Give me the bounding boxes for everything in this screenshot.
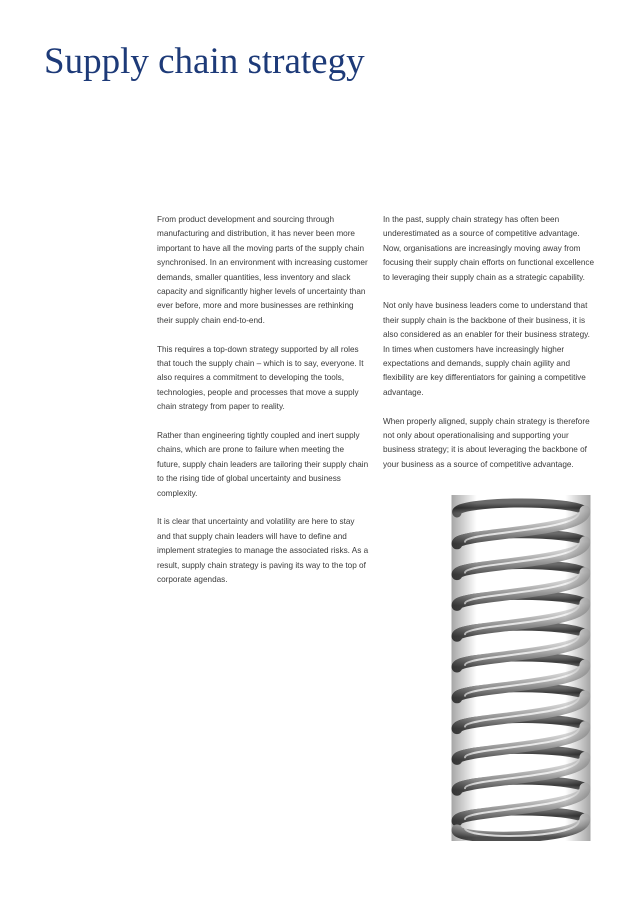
left-text-column <box>157 213 369 602</box>
page-title: Supply chain strategy <box>44 41 365 82</box>
paragraph: From product development and sourcing through manufacturing and distribution, it has never been more important to have all the moving parts of the supply chain synchronised. In an environment with increasing customer demands, smaller quantities, less inventory and slack capacity and significantly higher levels of uncertainty than ever before, more and more businesses are rethinking their supply chain end-to-end. <box>157 215 368 325</box>
paragraph: Not only have business leaders come to understand that their supply chain is the backbone of their business, it is also considered as an enabler for their business strategy. In times when customers have increasingly higher expectations and demands, supply chain agility and flexibility are key differentiators for gaining a competitive advantage. <box>383 301 590 397</box>
paragraph: It is clear that uncertainty and volatility are here to stay and that supply chain leaders will have to define and implement strategies to manage the associated risks. As a result, supply chain strategy is paving its way to the top of corporate agendas. <box>157 517 369 585</box>
paragraph: In the past, supply chain strategy has often been underestimated as a source of competitive advantage. Now, organisations are increasingly moving away from focusing their supply chain efforts on functional excellence to leveraging their supply chain as a strategic capability. <box>383 215 595 282</box>
paragraph: This requires a top-down strategy supported by all roles that touch the supply chain – which is to say, everyone. It also requires a commitment to developing the tools, technologies, people and processes that move a supply chain strategy from paper to reality. <box>157 344 364 412</box>
spring-shading <box>452 495 591 841</box>
coil-spring-graphic <box>446 495 596 841</box>
paragraph: Rather than engineering tightly coupled and inert supply chains, which are prone to failure when meeting the future, supply chain leaders are tailoring their supply chain to the rising tide of global uncertainty and business complexity. <box>157 431 369 498</box>
spring-front-coils <box>452 495 591 841</box>
right-text-column <box>383 213 597 487</box>
paragraph: When properly aligned, supply chain strategy is therefore not only about operationalising and supporting your business strategy; it is about leveraging the backbone of your business as a source of competitive advantage. <box>383 416 590 469</box>
coil-spring-icon <box>446 495 596 841</box>
